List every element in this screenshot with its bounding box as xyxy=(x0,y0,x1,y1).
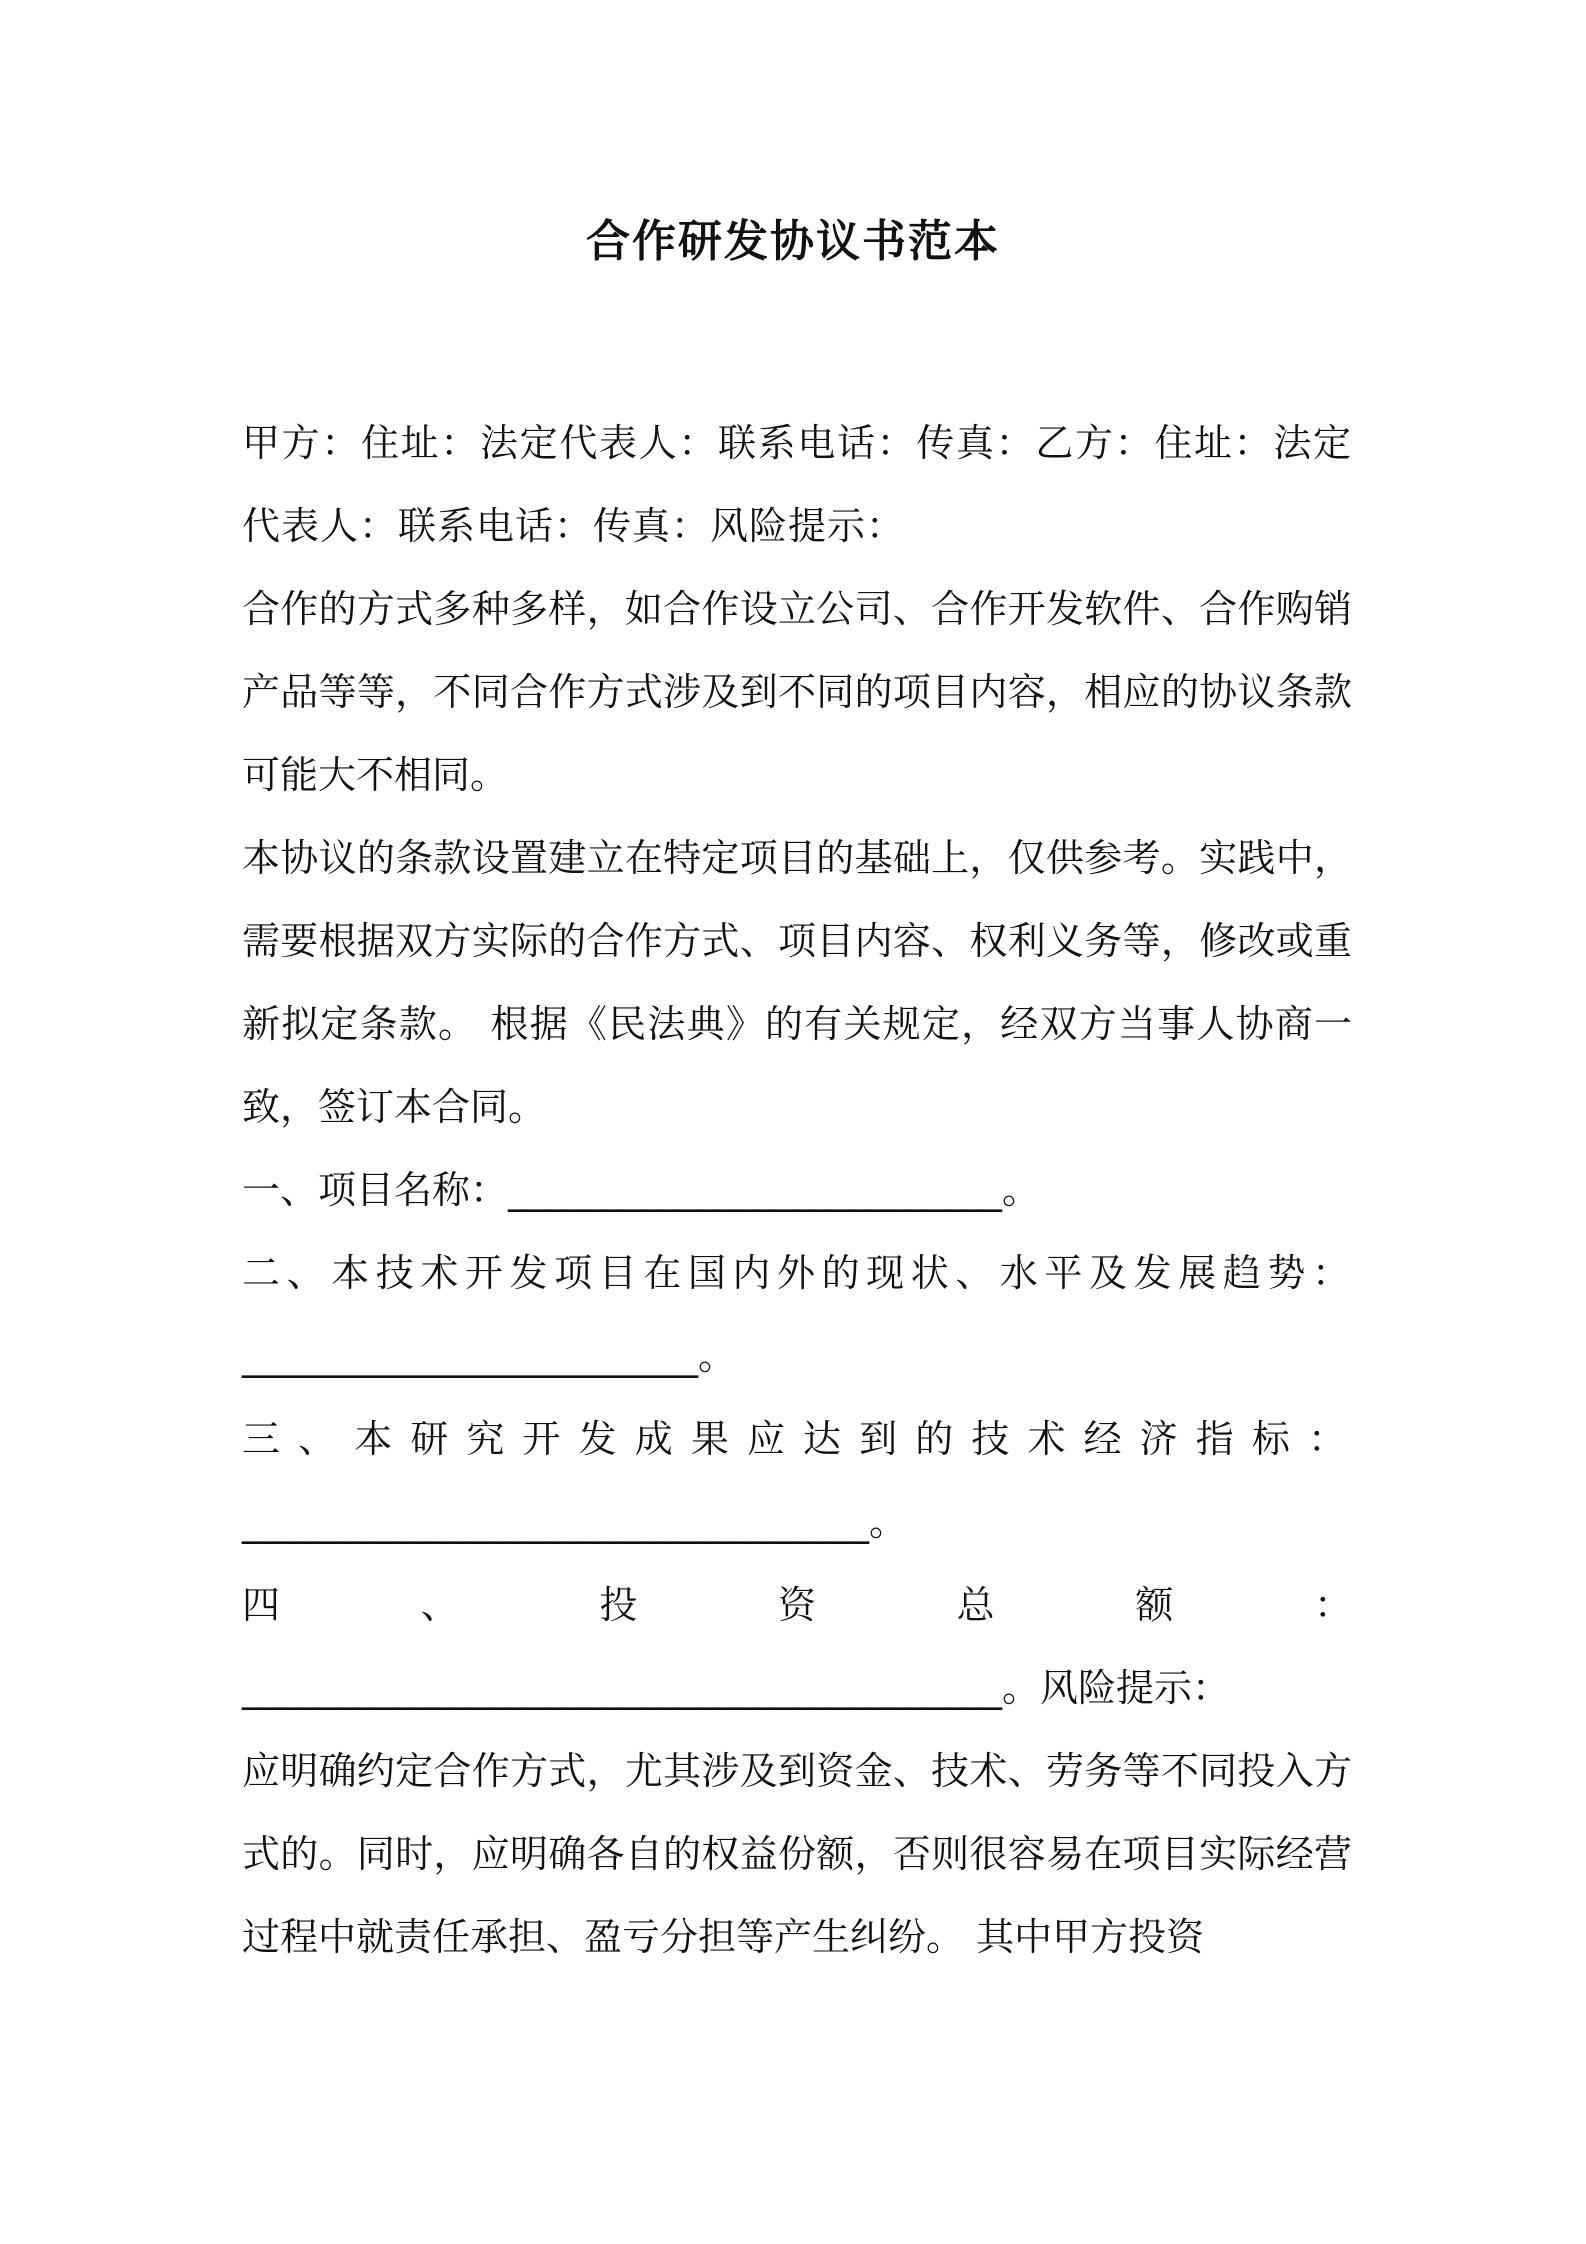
item-2-heading: 二、本技术开发项目在国内外的现状、水平及发展趋势： xyxy=(242,1251,1352,1295)
reference-note-paragraph: 本协议的条款设置建立在特定项目的基础上，仅供参考。实践中，需要根据双方实际的合作方式、项目内容、权利义务等，修改或重新拟定条款。 根据《民法典》的有关规定，经双方当事人协商一致，签订本合同。 xyxy=(242,836,1352,1129)
document-body xyxy=(242,402,1352,1979)
item-3-blank: _________________________________。 xyxy=(242,1500,908,1544)
item-2-blank: ________________________。 xyxy=(242,1334,737,1378)
item-1-project-name: 一、项目名称：__________________________。 xyxy=(242,1168,1041,1212)
risk-intro-paragraph: 合作的方式多种多样，如合作设立公司、合作开发软件、合作购销产品等等，不同合作方式涉及到不同的项目内容，相应的协议条款可能大不相同。 xyxy=(242,587,1352,797)
document-title: 合作研发协议书范本 xyxy=(586,216,1000,267)
item-4-heading: 四、投资总额： xyxy=(242,1583,1352,1627)
risk-detail-paragraph: 应明确约定合作方式，尤其涉及到资金、技术、劳务等不同投入方式的。同时，应明确各自的权益份额，否则很容易在项目实际经营过程中就责任承担、盈亏分担等产生纠纷。 其中甲方投资 xyxy=(242,1749,1352,1959)
item-3-heading: 三、本研究开发成果应达到的技术经济指标： xyxy=(242,1417,1352,1461)
parties-paragraph: 甲方：住址：法定代表人：联系电话：传真：乙方：住址：法定代表人：联系电话：传真：风险提示： xyxy=(242,421,1352,548)
item-4-blank-and-risk: ________________________________________。风险提示： xyxy=(242,1666,1231,1710)
